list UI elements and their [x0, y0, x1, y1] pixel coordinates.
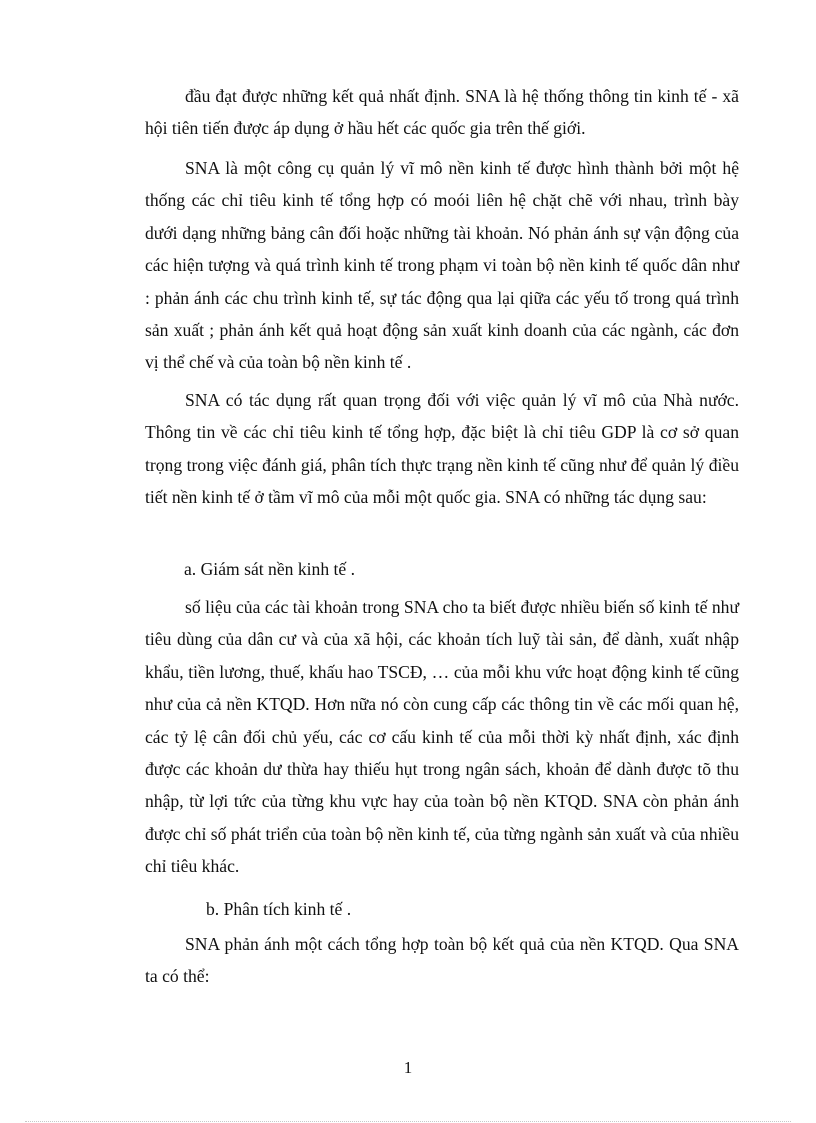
paragraph-sna-role [145, 384, 739, 514]
paragraph-continuation [145, 80, 739, 145]
page-number: 1 [403, 1058, 413, 1077]
paragraph-text: SNA phản ánh một cách tổng hợp toàn bộ kết quả của nền KTQD. Qua SNA ta có thể: [145, 934, 739, 987]
paragraph-text: SNA là một công cụ quản lý vĩ mô nền kinh tế được hình thành bởi một hệ thống các chỉ tiêu kinh tế tổng hợp có moói liên hệ chặt chẽ với nhau, trình bày dưới dạng những bảng cân đối hoặc những tài khoản. Nó phản ánh sự vận động của các hiện tượng và quá trình kinh tế trong phạm vi toàn bộ nền kinh tế quốc dân như : phản ánh các chu trình kinh tế, sự tác động qua lại qiữa các yếu tố trong quá trình sản xuất ; phản ánh kết quả hoạt động sản xuất kinh doanh của các ngành, các đơn vị thể chế và của toàn bộ nền kinh tế . [145, 158, 739, 373]
paragraph-sna-definition [145, 152, 739, 379]
section-heading-b: b. Phân tích kinh tế . [206, 899, 352, 919]
section-heading-a: a. Giám sát nền kinh tế . [184, 559, 356, 579]
page-bottom-divider [25, 1121, 791, 1122]
paragraph-text: SNA có tác dụng rất quan trọng đối với việc quản lý vĩ mô của Nhà nước. Thông tin về các chỉ tiêu kinh tế tổng hợp, đặc biệt là chỉ tiêu GDP là cơ sở quan trọng trong việc đánh giá, phân tích thực trạng nền kinh tế cũng như để quản lý điều tiết nền kinh tế ở tầm vĩ mô của mỗi một quốc gia. SNA có những tác dụng sau: [145, 390, 739, 508]
paragraph-text: đầu đạt được những kết quả nhất định. SNA là hệ thống thông tin kinh tế - xã hội tiên tiến được áp dụng ở hầu hết các quốc gia trên thế giới. [145, 86, 739, 139]
paragraph-analysis [145, 928, 739, 993]
paragraph-monitoring [145, 591, 739, 883]
paragraph-text: số liệu của các tài khoản trong SNA cho ta biết được nhiều biến số kinh tế như tiêu dùng của dân cư và của xã hội, các khoản tích luỹ tài sản, để dành, xuất nhập khẩu, tiền lương, thuế, khấu hao TSCĐ, … của mỗi khu vức hoạt động kinh tế cũng như của cả nền KTQD. Hơn nữa nó còn cung cấp các thông tin về các mối quan hệ, các tỷ lệ cân đối chủ yếu, các cơ cấu kinh tế của mỗi thời kỳ nhất định, xác định được các khoản dư thừa hay thiếu hụt trong ngân sách, khoản để dành được tõ thu nhập, từ lợi tức của từng khu vực hay của toàn bộ nền KTQD. SNA còn phản ánh được chỉ số phát triển của toàn bộ nền kinh tế, của từng ngành sản xuất và của nhiều chỉ tiêu khác. [145, 597, 739, 877]
